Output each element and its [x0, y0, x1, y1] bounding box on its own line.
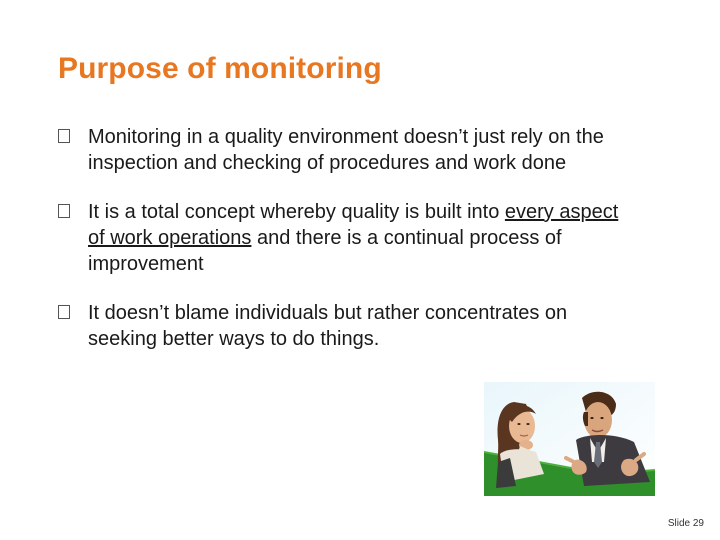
bullet-item — [58, 300, 638, 352]
slide-title: Purpose of monitoring — [58, 52, 382, 85]
bullet-text-end: and there is a continual process of improvement — [88, 227, 562, 275]
bullet-text-underlined: every aspect of work operations — [88, 201, 619, 249]
bullet-item — [58, 199, 638, 277]
bullet-marker-icon — [58, 204, 70, 218]
bullet-item — [58, 124, 638, 176]
bullet-text: It doesn’t blame individuals but rather concentrates on seeking better ways to do things. — [88, 302, 568, 350]
business-meeting-photo — [484, 382, 655, 496]
bullet-marker-icon — [58, 129, 70, 143]
bullet-marker-icon — [58, 305, 70, 319]
bullet-text: Monitoring in a quality environment doesn’t just rely on the inspection and checking of procedures and work done — [88, 126, 604, 174]
slide-number: Slide 29 — [667, 518, 704, 529]
bullet-list — [58, 124, 638, 352]
bullet-text-start: It is a total concept whereby quality is built into — [88, 201, 505, 223]
